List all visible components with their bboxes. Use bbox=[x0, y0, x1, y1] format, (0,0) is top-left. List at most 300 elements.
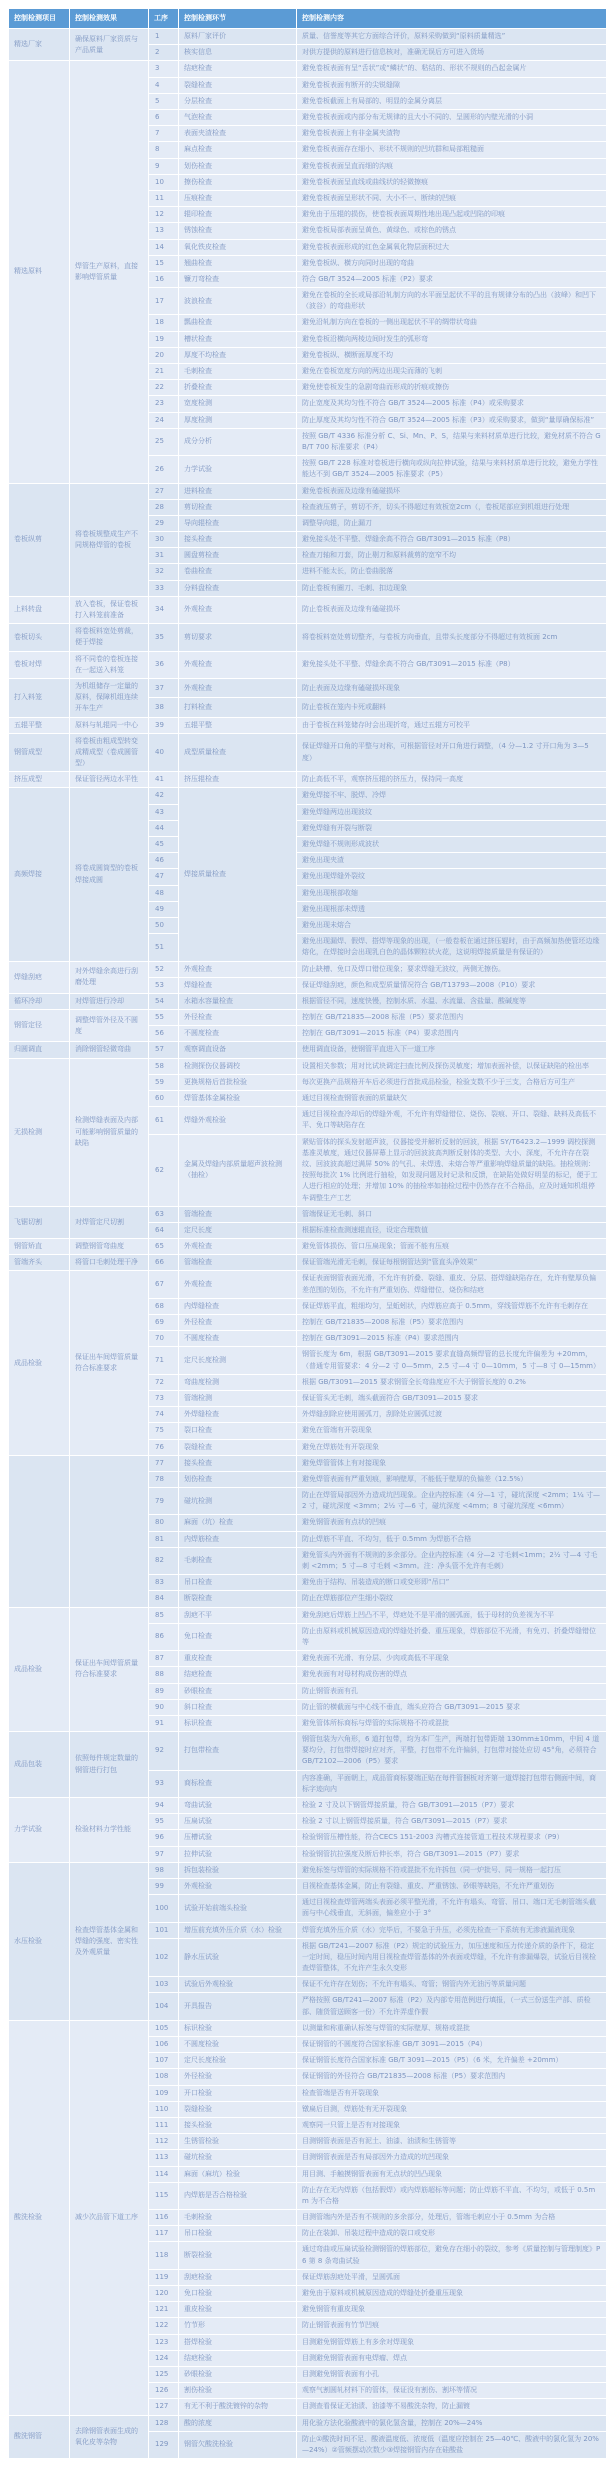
table-row bbox=[9, 596, 607, 623]
check-content-cell: 调整导向辊，防止漏刀 bbox=[297, 515, 607, 531]
check-point-cell: 钢管欠酸洗检验 bbox=[179, 2431, 297, 2458]
step-number-cell: 15 bbox=[149, 255, 179, 271]
check-point-cell: 剪切要求 bbox=[179, 624, 297, 651]
check-content-cell: 避免卷板表面有呈“舌状”或“鳞状”的、粘结的、形状不规则的凸起金属片 bbox=[297, 61, 607, 77]
check-point-cell: 打包带检查 bbox=[179, 1732, 297, 1771]
table-row bbox=[9, 2415, 607, 2431]
step-number-cell: 101 bbox=[149, 1922, 179, 1938]
check-point-cell: 内焊缝检查 bbox=[179, 1298, 297, 1314]
check-point-cell: 外观检验 bbox=[179, 1878, 297, 1894]
process-name-cell: 精选原料 bbox=[9, 61, 70, 483]
step-number-cell: 123 bbox=[149, 2334, 179, 2350]
check-content-cell: 避免接头处不平整、焊缝余高不符合 GB/T3091—2015 标准（P8） bbox=[297, 532, 607, 548]
step-number-cell: 70 bbox=[149, 1331, 179, 1347]
check-point-cell: 划伤检查 bbox=[179, 1471, 297, 1487]
check-content-cell: 控制在 GB/T21835—2008 标准（P5）要求范围内 bbox=[297, 1315, 607, 1331]
process-purpose-cell: 将卷板规整成生产不同规格焊管的卷板 bbox=[70, 483, 149, 596]
step-number-cell: 75 bbox=[149, 1423, 179, 1439]
step-number-cell: 116 bbox=[149, 2210, 179, 2226]
step-number-cell: 72 bbox=[149, 1374, 179, 1390]
process-name-cell: 钢管矫直 bbox=[9, 1239, 70, 1255]
check-content-cell: 避免在焊筋处有开裂现象 bbox=[297, 1439, 607, 1455]
check-point-cell: 外焊缝检查 bbox=[179, 1407, 297, 1423]
check-content-cell: 避免由于结构、吊装造成的断口或变形即“吊口” bbox=[297, 1575, 607, 1591]
table-row bbox=[9, 678, 607, 697]
step-number-cell: 49 bbox=[149, 901, 179, 917]
process-name-cell: 钢管定径 bbox=[9, 1010, 70, 1042]
table-header-row bbox=[9, 9, 607, 29]
check-content-cell: 防止在装卸、吊装过程中造成的裂口或变形 bbox=[297, 2226, 607, 2242]
check-point-cell: 定尺长度检验 bbox=[179, 2053, 297, 2069]
step-number-cell: 64 bbox=[149, 1222, 179, 1238]
check-content-cell: 将卷板料宽处剪切整齐，与卷板方向垂直，且带头长度部分不得超过有效板面 2cm bbox=[297, 624, 607, 651]
step-number-cell: 20 bbox=[149, 347, 179, 363]
step-number-cell: 127 bbox=[149, 2399, 179, 2415]
check-content-cell: 观察同一只管上是否有对接现象 bbox=[297, 2117, 607, 2133]
check-content-cell: 避免在卷板宽度方向的两边出现尖而薄的飞刺 bbox=[297, 364, 607, 380]
check-point-cell: 焊缝检查 bbox=[179, 977, 297, 993]
step-number-cell: 35 bbox=[149, 624, 179, 651]
step-number-cell: 90 bbox=[149, 1699, 179, 1715]
check-point-cell: 吊口检查 bbox=[179, 1575, 297, 1591]
step-number-cell: 112 bbox=[149, 2134, 179, 2150]
table-row bbox=[9, 772, 607, 788]
check-content-cell: 进料不能太长，防止卷曲脱落 bbox=[297, 564, 607, 580]
step-number-cell: 80 bbox=[149, 1515, 179, 1531]
process-purpose-cell: 对外焊缝余高进行刮磨处理 bbox=[70, 961, 149, 993]
check-content-cell: 避免管体所标商标与焊管的实际规格不符或混批 bbox=[297, 1715, 607, 1731]
check-content-cell: 保证不允许存在划伤；不允许有塌头、弯管；钢管内外无油污等质量问题 bbox=[297, 1977, 607, 1993]
table-row bbox=[9, 651, 607, 678]
check-point-cell: 分料盘检查 bbox=[179, 580, 297, 596]
step-number-cell: 50 bbox=[149, 917, 179, 933]
check-point-cell: 酸的浓度 bbox=[179, 2415, 297, 2431]
step-number-cell: 113 bbox=[149, 2150, 179, 2166]
check-point-cell: 结疤检验 bbox=[179, 2350, 297, 2366]
check-point-cell: 厚度不均检查 bbox=[179, 347, 297, 363]
process-name-cell: 精选厂家 bbox=[9, 29, 70, 61]
step-number-cell: 46 bbox=[149, 853, 179, 869]
step-number-cell: 22 bbox=[149, 380, 179, 396]
step-number-cell: 9 bbox=[149, 158, 179, 174]
step-number-cell: 119 bbox=[149, 2269, 179, 2285]
check-content-cell: 避免出现未熔合 bbox=[297, 917, 607, 933]
table-row bbox=[9, 1455, 607, 1471]
step-number-cell: 68 bbox=[149, 1298, 179, 1314]
check-point-cell: 管端检查 bbox=[179, 1206, 297, 1222]
check-content-cell: 保证管端光滑无毛刺，保证每根钢管达到“管直头净效果” bbox=[297, 1255, 607, 1271]
step-number-cell: 63 bbox=[149, 1206, 179, 1222]
check-point-cell: 标识检查 bbox=[179, 1715, 297, 1731]
check-point-cell: 重皮检验 bbox=[179, 2302, 297, 2318]
check-point-cell: 槽状检查 bbox=[179, 331, 297, 347]
check-content-cell: 目测钢管表面是否有泥土、油漆、油渍和生锈管等 bbox=[297, 2134, 607, 2150]
check-content-cell: 保证焊缝刮疤，颜色和成型质量情况符合 GB/T13793—2008（P10）要求 bbox=[297, 977, 607, 993]
table-row bbox=[9, 733, 607, 772]
check-content-cell: 防止①酸洗时间不足、酸液温度低、浓度低（温度应控制在 25—40℃、酸液中的氯化氢为 20%—24%）②管频摆动次数少③焊接钢管内存在硅酸盐 bbox=[297, 2431, 607, 2458]
check-content-cell: 保证表面钢管表面光滑，不允许有折叠、裂缝、重皮、分层、搭焊缝缺陷存在，允许有壁厚负偏差范围的划伤，不允许有严重划伤、焊缝错位、烧伤和结疤 bbox=[297, 1271, 607, 1298]
check-content-cell: 保证管头无毛刺，端头截面符合 GB/T3091—2015 要求 bbox=[297, 1390, 607, 1406]
check-content-cell: 质量、信誉度等其它方面综合评价，原料采购做到“原料质量精选” bbox=[297, 29, 607, 45]
check-point-cell: 外径检验 bbox=[179, 2069, 297, 2085]
check-point-cell: 有无不利于酸洗镀锌的杂物 bbox=[179, 2399, 297, 2415]
step-number-cell: 96 bbox=[149, 1830, 179, 1846]
check-content-cell: 防止在焊管局部因外力造成坑凹现象。企业内控标准（4 分—1 寸，碰坑深度 <2mm；1¼ 寸—2 寸，碰坑深度 <3mm；2½ 寸—6 寸，碰坑深度 <4mm；8 寸碰坑深度 <6mm） bbox=[297, 1488, 607, 1515]
check-content-cell: 严格按照 GB/T241—2007 标准（P2）及内部专用范例进行填报，（一式三份送生产部、质检部、随货管送顾客一份）不允许弄虚作假 bbox=[297, 1993, 607, 2020]
check-content-cell: 避免表面不光滑、有分层、少肉或高低不平现象 bbox=[297, 1651, 607, 1667]
process-purpose-cell: 保证管径两边水平性 bbox=[70, 772, 149, 788]
table-row bbox=[9, 624, 607, 651]
check-content-cell: 防止管的横截面与中心线不垂直，端头应符合 GB/T3091—2015 要求 bbox=[297, 1699, 607, 1715]
check-point-cell: 不圆度检查 bbox=[179, 1331, 297, 1347]
step-number-cell: 60 bbox=[149, 1091, 179, 1107]
check-point-cell: 接头检验 bbox=[179, 2117, 297, 2133]
step-number-cell: 65 bbox=[149, 1239, 179, 1255]
check-point-cell: 更换规格后首批检验 bbox=[179, 1074, 297, 1090]
check-point-cell: 麻面（麻坑）检验 bbox=[179, 2166, 297, 2182]
check-content-cell: 观察气割圆轧材料下的管体，保证没有割伤、割坏等情况 bbox=[297, 2383, 607, 2399]
check-point-cell: 划伤检查 bbox=[179, 158, 297, 174]
process-purpose-cell: 去除钢管表面生成的氧化皮等杂物 bbox=[70, 2415, 149, 2459]
check-content-cell: 焊管充填外压介质（水）完毕后，不要急于升压，必须先检查一下系统有无渗液漏液现象 bbox=[297, 1922, 607, 1938]
header-check-point: 控制检测环节 bbox=[179, 9, 297, 29]
check-content-cell: 避免焊接不牢、脱焊、冷焊 bbox=[297, 788, 607, 804]
step-number-cell: 55 bbox=[149, 1010, 179, 1026]
process-name-cell: 飞锯切割 bbox=[9, 1206, 70, 1238]
process-purpose-cell: 将不同卷的卷板连接在一起送入料笼 bbox=[70, 651, 149, 678]
step-number-cell: 16 bbox=[149, 271, 179, 287]
step-number-cell: 118 bbox=[149, 2242, 179, 2269]
check-content-cell: 避免焊缝有开裂与断裂 bbox=[297, 820, 607, 836]
process-purpose-cell: 调整焊管外径及不圆度 bbox=[70, 1010, 149, 1042]
process-purpose-cell: 原料与轧辊同一中心 bbox=[70, 717, 149, 733]
step-number-cell: 7 bbox=[149, 126, 179, 142]
check-content-cell: 以测量和称重确认标签与焊管的实际壁厚、规格或混批 bbox=[297, 2020, 607, 2036]
check-point-cell: 接头检查 bbox=[179, 532, 297, 548]
check-content-cell: 防止焊筋不平直、不均匀，低于 0.5mm 为焊筋不合格 bbox=[297, 1531, 607, 1547]
check-content-cell: 避免焊管管体上有对接现象 bbox=[297, 1455, 607, 1471]
process-name-cell: 成品检验 bbox=[9, 1607, 70, 1732]
table-row bbox=[9, 1862, 607, 1878]
check-point-cell: 碰坑检验 bbox=[179, 2150, 297, 2166]
check-point-cell: 商标检查 bbox=[179, 1770, 297, 1797]
step-number-cell: 59 bbox=[149, 1074, 179, 1090]
check-point-cell: 增压前充填外压介质（水）检验 bbox=[179, 1922, 297, 1938]
check-content-cell: 检验 2 寸及以下钢管焊接质量，符合 GB/T3091—2015（P7）要求 bbox=[297, 1798, 607, 1814]
step-number-cell: 73 bbox=[149, 1390, 179, 1406]
check-content-cell: 防止宽度及其均匀性不符合 GB/T 3524—2005 标准（P4）或采购要求 bbox=[297, 396, 607, 412]
step-number-cell: 81 bbox=[149, 1531, 179, 1547]
step-number-cell: 126 bbox=[149, 2383, 179, 2399]
check-point-cell: 刮疤不平 bbox=[179, 1607, 297, 1623]
check-point-cell: 卷曲检查 bbox=[179, 564, 297, 580]
check-content-cell: 目测管端内外是否有不规则的多余部分，处理后，管端毛刺应小于 0.5mm 为合格 bbox=[297, 2210, 607, 2226]
check-point-cell: 外观检查 bbox=[179, 678, 297, 697]
step-number-cell: 29 bbox=[149, 515, 179, 531]
check-point-cell: 原料厂家评价 bbox=[179, 29, 297, 45]
check-point-cell: 开口检验 bbox=[179, 2085, 297, 2101]
check-point-cell: 外观检查 bbox=[179, 651, 297, 678]
step-number-cell: 102 bbox=[149, 1938, 179, 1977]
step-number-cell: 5 bbox=[149, 93, 179, 109]
check-point-cell: 五辊平整 bbox=[179, 717, 297, 733]
check-content-cell: 保证焊筋刮疤处平滑，呈圆弧面 bbox=[297, 2269, 607, 2285]
check-point-cell: 吊口检验 bbox=[179, 2226, 297, 2242]
check-point-cell: 刮疤检验 bbox=[179, 2269, 297, 2285]
table-row bbox=[9, 1255, 607, 1271]
check-point-cell: 瓢曲检查 bbox=[179, 315, 297, 331]
step-number-cell: 48 bbox=[149, 885, 179, 901]
check-point-cell: 翘曲检查 bbox=[179, 255, 297, 271]
step-number-cell: 92 bbox=[149, 1732, 179, 1771]
step-number-cell: 39 bbox=[149, 717, 179, 733]
check-content-cell: 避免卷板表面呈直线或曲线状的轻微擦痕 bbox=[297, 174, 607, 190]
process-purpose-cell: 对焊管定尺切割 bbox=[70, 1206, 149, 1238]
step-number-cell: 26 bbox=[149, 456, 179, 483]
step-number-cell: 42 bbox=[149, 788, 179, 804]
check-content-cell: 避免焊缝不规则形成波状 bbox=[297, 837, 607, 853]
check-content-cell: 根据 GB/T3091—2015 要求钢管全长弯曲度应不大于钢管长度的 0.2% bbox=[297, 1374, 607, 1390]
check-point-cell: 圆盘剪检查 bbox=[179, 548, 297, 564]
check-point-cell: 成型质量检查 bbox=[179, 733, 297, 772]
check-content-cell: 避免出现漏焊、假焊、搭焊等现象的出现，（一般卷板在通过挤压辊时，由于高频加热使管坯边缘熔化，在焊接时会出现乳白色的晶体颗粒状火花，这说明焊接质量是有保证的） bbox=[297, 934, 607, 961]
process-purpose-cell: 放入卷板，保证卷板打入料笼前准备 bbox=[70, 596, 149, 623]
step-number-cell: 97 bbox=[149, 1846, 179, 1862]
check-point-cell: 外观检查 bbox=[179, 961, 297, 977]
step-number-cell: 36 bbox=[149, 651, 179, 678]
step-number-cell: 58 bbox=[149, 1058, 179, 1074]
process-name-cell: 力学试验 bbox=[9, 1798, 70, 1863]
check-point-cell: 成分分析 bbox=[179, 428, 297, 455]
step-number-cell: 11 bbox=[149, 190, 179, 206]
check-content-cell: 使用调直设备，使钢管平直进入下一道工序 bbox=[297, 1042, 607, 1058]
step-number-cell: 86 bbox=[149, 1623, 179, 1650]
check-point-cell: 镰刀弯检查 bbox=[179, 271, 297, 287]
check-content-cell: 防止缺槽、免口及焊口错位现象；要求焊缝无波纹，两侧无擦伤。 bbox=[297, 961, 607, 977]
step-number-cell: 8 bbox=[149, 142, 179, 158]
check-content-cell: 避免沿轧制方向在卷板的一侧出现起伏不平的绸带状弯曲 bbox=[297, 315, 607, 331]
step-number-cell: 114 bbox=[149, 2166, 179, 2182]
check-point-cell: 核实信息 bbox=[179, 45, 297, 61]
check-point-cell: 开具报告 bbox=[179, 1993, 297, 2020]
table-row bbox=[9, 1607, 607, 1623]
process-name-cell: 焊缝刮疤 bbox=[9, 961, 70, 993]
check-point-cell: 结疤检查 bbox=[179, 1667, 297, 1683]
check-content-cell: 避免卷板表面呈形状不同、大小不一、断续的凹痕 bbox=[297, 190, 607, 206]
step-number-cell: 76 bbox=[149, 1439, 179, 1455]
step-number-cell: 91 bbox=[149, 1715, 179, 1731]
check-content-cell: 控制在 GB/T21835—2008 标准（P5）要求范围内 bbox=[297, 1010, 607, 1026]
step-number-cell: 77 bbox=[149, 1455, 179, 1471]
step-number-cell: 106 bbox=[149, 2037, 179, 2053]
step-number-cell: 105 bbox=[149, 2020, 179, 2036]
check-content-cell: 保证钢管的外径符合 GB/T21835—2008 标准（P5）要求范围内 bbox=[297, 2069, 607, 2085]
check-point-cell: 内焊筋是否合格检验 bbox=[179, 2182, 297, 2209]
check-point-cell: 厚度检测 bbox=[179, 412, 297, 428]
check-content-cell: 通过目视检查焊管两端头表面必须平整光滑，不允许有塌头、弯管、吊口、端口无毛刺管端头截面与中心线垂直，无斜面，偏差应小于 3° bbox=[297, 1895, 607, 1922]
step-number-cell: 25 bbox=[149, 428, 179, 455]
process-purpose-cell bbox=[70, 1455, 149, 1607]
check-point-cell: 外观检查 bbox=[179, 1271, 297, 1298]
check-point-cell: 宽度检测 bbox=[179, 396, 297, 412]
process-purpose-cell: 将卷板料宽处剪裁，便于焊接 bbox=[70, 624, 149, 651]
check-point-cell: 免口检验 bbox=[179, 2286, 297, 2302]
check-content-cell: 内容准确，平面朝上，成品管商标要端正贴在每件管捆板对齐第一道焊接打包带右侧面中间，商标字迹向内 bbox=[297, 1770, 607, 1797]
check-point-cell: 断裂检查 bbox=[179, 1591, 297, 1607]
step-number-cell: 40 bbox=[149, 733, 179, 772]
check-content-cell: 按照 GB/T 4336 标准分析 C、Si、Mn、P、S，结果与来料材质单进行比较，避免材质不符合 GB/T 700 标准要求（P4） bbox=[297, 428, 607, 455]
table-body bbox=[9, 29, 607, 2459]
step-number-cell: 128 bbox=[149, 2415, 179, 2431]
process-name-cell: 上料转盘 bbox=[9, 596, 70, 623]
check-content-cell: 避免卷板纵、横断面厚度不均 bbox=[297, 347, 607, 363]
table-row bbox=[9, 961, 607, 977]
check-point-cell: 斜口检查 bbox=[179, 1699, 297, 1715]
process-purpose-cell: 保证出车间焊管质量符合标准要求 bbox=[70, 1607, 149, 1732]
step-number-cell: 79 bbox=[149, 1488, 179, 1515]
check-content-cell: 检查管端是否有开裂现象 bbox=[297, 2085, 607, 2101]
check-point-cell: 定尺长度 bbox=[179, 1222, 297, 1238]
check-point-cell: 重皮检查 bbox=[179, 1651, 297, 1667]
process-purpose-cell: 减少次品管下道工序 bbox=[70, 2020, 149, 2415]
check-content-cell: 避免标签与焊管的实际规格不符或混批不允许拆包（同一炉批号、同一规格一起打压 bbox=[297, 1862, 607, 1878]
check-content-cell: 防止由原料或机械原因造成的焊缝处折叠、重压现象，焊筋部位不光滑，有免刃、折叠焊缝错位等 bbox=[297, 1623, 607, 1650]
check-point-cell: 焊接质量检查 bbox=[179, 788, 297, 961]
process-name-cell: 高频焊接 bbox=[9, 788, 70, 961]
table-row bbox=[9, 29, 607, 45]
check-point-cell: 搭焊检验 bbox=[179, 2334, 297, 2350]
step-number-cell: 100 bbox=[149, 1895, 179, 1922]
check-point-cell: 焊管基体金属检验 bbox=[179, 1091, 297, 1107]
check-content-cell: 控制在 GB/T3091—2015 标准（P4）要求范围内 bbox=[297, 1026, 607, 1042]
check-point-cell: 压槽试验 bbox=[179, 1830, 297, 1846]
check-point-cell: 锈蚀检查 bbox=[179, 223, 297, 239]
check-point-cell: 氧化铁皮检查 bbox=[179, 239, 297, 255]
process-name-cell: 卷板对焊 bbox=[9, 651, 70, 678]
step-number-cell: 78 bbox=[149, 1471, 179, 1487]
process-purpose-cell: 将卷板由粗成型转变成精成型（卷成圆管型） bbox=[70, 733, 149, 772]
check-point-cell: 定尺长度检测 bbox=[179, 1347, 297, 1374]
check-content-cell: 防止卷板表面及边缘有磕碰损坏 bbox=[297, 596, 607, 623]
table-row bbox=[9, 993, 607, 1009]
check-content-cell: 防止厚度及其均匀性不符合 GB/T 3524—2005 标准（P3）或采购要求，做到“量厚确保标准” bbox=[297, 412, 607, 428]
check-point-cell: 外径检查 bbox=[179, 1315, 297, 1331]
step-number-cell: 52 bbox=[149, 961, 179, 977]
check-point-cell: 毛刺检验 bbox=[179, 2210, 297, 2226]
check-point-cell: 碰坑检测 bbox=[179, 1488, 297, 1515]
step-number-cell: 95 bbox=[149, 1814, 179, 1830]
process-name-cell: 酸洗钢管 bbox=[9, 2415, 70, 2459]
table-row bbox=[9, 1010, 607, 1026]
check-content-cell: 每次更换产品规格开车后必须进行首批成品检验，检验支数不少于三支，合格后方可生产 bbox=[297, 1074, 607, 1090]
check-point-cell: 断裂检验 bbox=[179, 2242, 297, 2269]
check-point-cell: 擦伤检查 bbox=[179, 174, 297, 190]
step-number-cell: 57 bbox=[149, 1042, 179, 1058]
check-content-cell: 避免焊缝两边出现波纹 bbox=[297, 804, 607, 820]
check-point-cell: 不圆度检查 bbox=[179, 1026, 297, 1042]
process-name-cell bbox=[9, 1455, 70, 1607]
check-content-cell: 防止存在无内焊筋（包括假焊）或内焊筋超标等问题；防止焊筋不平直、不均匀，或低于 0.5mm 为不合格 bbox=[297, 2182, 607, 2209]
check-point-cell: 弯曲试验 bbox=[179, 1798, 297, 1814]
step-number-cell: 44 bbox=[149, 820, 179, 836]
check-content-cell: 避免管头内外面有不规则的多余部分。企业内控标准（4 分—2 寸毛刺<1mm；2½ 寸—4 寸毛刺 <2mm；5 寸—8 寸毛刺 <3mm。注：净头管不允许有毛刺） bbox=[297, 1547, 607, 1574]
process-purpose-cell: 调整钢管弯曲度 bbox=[70, 1239, 149, 1255]
check-content-cell: 避免使卷板发生的急剧弯曲而形成的折痕或擦伤 bbox=[297, 380, 607, 396]
check-content-cell: 防止表面及边缘有磕碰损坏现象 bbox=[297, 678, 607, 697]
step-number-cell: 107 bbox=[149, 2053, 179, 2069]
step-number-cell: 111 bbox=[149, 2117, 179, 2133]
check-content-cell: 保证钢管的不圆度符合国家标准 GB/T 3091—2015（P4） bbox=[297, 2037, 607, 2053]
check-content-cell: 由于卷板在料笼储存时会出现折弯，通过五辊方可校平 bbox=[297, 717, 607, 733]
step-number-cell: 19 bbox=[149, 331, 179, 347]
step-number-cell: 56 bbox=[149, 1026, 179, 1042]
check-content-cell: 避免卷板表面存在细小、形状不规则的凹坑群和局部粗糙面 bbox=[297, 142, 607, 158]
process-name-cell: 水压检验 bbox=[9, 1862, 70, 2020]
check-content-cell: 避免卷板表面上有非金属夹渣物 bbox=[297, 126, 607, 142]
check-point-cell: 竹节形 bbox=[179, 2318, 297, 2334]
step-number-cell: 125 bbox=[149, 2366, 179, 2382]
check-content-cell: 避免卷板沿横向两棱边间时发生的弧形弯 bbox=[297, 331, 607, 347]
step-number-cell: 31 bbox=[149, 548, 179, 564]
check-point-cell: 静水压试验 bbox=[179, 1938, 297, 1977]
check-content-cell: 防止钢管表面有孔 bbox=[297, 1683, 607, 1699]
check-content-cell: 钢管包装为六角形，6 道打包带，均为本厂生产，两端打包带距端 130mm±10mm，中间 4 道要均分，打包带焊接时应对齐，平整，打包带不允许偏斜，打包带对接处应切 45°角，必须符合 GB/T2102—2006（P5）要求 bbox=[297, 1732, 607, 1771]
step-number-cell: 6 bbox=[149, 110, 179, 126]
check-point-cell: 分层检查 bbox=[179, 93, 297, 109]
check-point-cell: 管端检测 bbox=[179, 1390, 297, 1406]
process-purpose-cell: 检测焊缝表面及内部可能影响钢管质量的缺陷 bbox=[70, 1058, 149, 1206]
step-number-cell: 124 bbox=[149, 2350, 179, 2366]
process-name-cell: 五辊平整 bbox=[9, 717, 70, 733]
step-number-cell: 18 bbox=[149, 315, 179, 331]
header-step-no: 工序 bbox=[149, 9, 179, 29]
step-number-cell: 24 bbox=[149, 412, 179, 428]
table-row bbox=[9, 1271, 607, 1298]
check-content-cell: 避免刮疤后焊筋上凹凸不平，焊疤处不是平滑的圆弧面，低于母材的负差视为不平 bbox=[297, 1607, 607, 1623]
check-point-cell: 焊缝外观检验 bbox=[179, 1107, 297, 1134]
check-content-cell: 目测查看保证无油渍、油漆等不易酸洗杂物，防止漏镀 bbox=[297, 2399, 607, 2415]
step-number-cell: 121 bbox=[149, 2302, 179, 2318]
step-number-cell: 21 bbox=[149, 364, 179, 380]
table-row bbox=[9, 1206, 607, 1222]
check-content-cell: 检验钢管抗拉强度及断后伸长率，符合 GB/T3091—2015（P7）要求 bbox=[297, 1846, 607, 1862]
step-number-cell: 117 bbox=[149, 2226, 179, 2242]
process-name-cell: 管端齐头 bbox=[9, 1255, 70, 1271]
check-content-cell: 根据标准检查测速辊直径，设定合理数值 bbox=[297, 1222, 607, 1238]
step-number-cell: 38 bbox=[149, 698, 179, 717]
check-point-cell: 压扁试验 bbox=[179, 1814, 297, 1830]
check-content-cell: 检查液压剪子，剪切不齐，切头不得超过有效板宽2cm（，卷板尾部应到机组进行处理 bbox=[297, 499, 607, 515]
table-row bbox=[9, 483, 607, 499]
step-number-cell: 41 bbox=[149, 772, 179, 788]
check-point-cell: 剪切检查 bbox=[179, 499, 297, 515]
step-number-cell: 43 bbox=[149, 804, 179, 820]
check-content-cell: 检验 2 寸以上钢管焊接质量，符合 GB/T3091—2015（P7）要求 bbox=[297, 1814, 607, 1830]
check-content-cell: 避免管体损伤、管口压扁现象；管面不能有压痕 bbox=[297, 1239, 607, 1255]
check-content-cell: 通过目视检查冷却后的焊缝外观，不允许有焊缝错位、烧伤、裂痕、开口、裂缝、缺料及高低不平、免口等缺陷存在 bbox=[297, 1107, 607, 1134]
check-point-cell: 弯曲度检测 bbox=[179, 1374, 297, 1390]
check-content-cell: 避免钢管有重皮现象 bbox=[297, 2302, 607, 2318]
step-number-cell: 94 bbox=[149, 1798, 179, 1814]
check-content-cell: 目测避免钢管焊筋上有多余对焊现象 bbox=[297, 2334, 607, 2350]
check-point-cell: 外观检查 bbox=[179, 596, 297, 623]
check-content-cell: 防止钢管表面有竹节凹痕 bbox=[297, 2318, 607, 2334]
check-content-cell: 检验钢管压槽性能，符合CECS 151-2003 沟槽式连接管道工程技术规程要求（P9） bbox=[297, 1830, 607, 1846]
step-number-cell: 17 bbox=[149, 288, 179, 315]
check-content-cell: 按照 GB/T 228 标准对卷板进行横向或纵向拉伸试验，结果与来料材质单进行比较，避免力学性能达不到 GB/T 3524—2005 标准要求（P5） bbox=[297, 456, 607, 483]
check-content-cell: 防止高低不平，观察挤压辊的挤压力，保持同一高度 bbox=[297, 772, 607, 788]
quality-control-table bbox=[8, 8, 607, 2459]
